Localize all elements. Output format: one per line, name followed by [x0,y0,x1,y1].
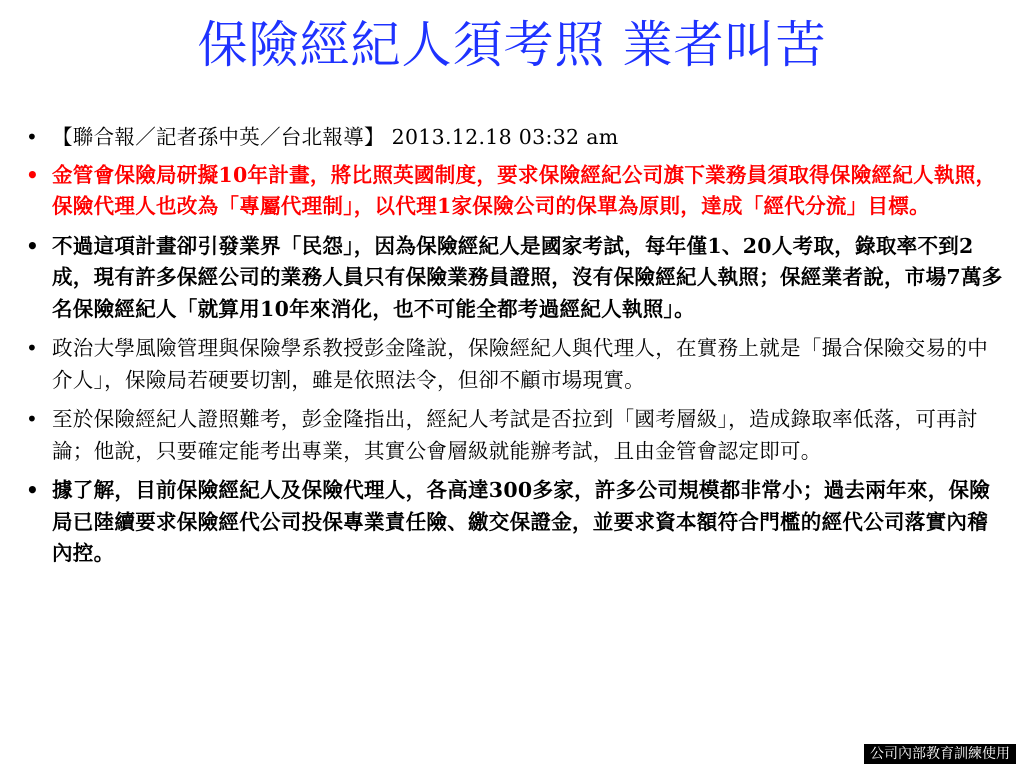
bullet-text: 【聯合報／記者孫中英／台北報導】 2013.12.18 03:32 am [52,125,619,149]
bullet-text: 金管會保險局研擬10年計畫，將比照英國制度，要求保險經紀公司旗下業務員須取得保險經紀人執照，保險代理人也改為「專屬代理制」，以代理1家保險公司的保單為原則，達成「經代分流」目標。 [52,162,997,218]
bullet-dot-icon: • [26,233,40,258]
bullet-market-status [26,475,1004,570]
bullet-professor-comment [26,333,1004,396]
bullet-text: 政治大學風險管理與保險學系教授彭金隆說，保險經紀人與代理人，在實務上就是「撮合保險交易的中介人」，保險局若硬要切割，雖是依照法令，但卻不顧市場現實。 [52,336,988,392]
bullet-text: 至於保險經紀人證照難考，彭金隆指出，經紀人考試是否拉到「國考層級」，造成錄取率低落，可再討論；他說，只要確定能考出專業，其實公會層級就能辦考試，且由金管會認定即可。 [52,407,978,463]
bullet-source-line [26,122,1004,154]
slide-title: 保險經紀人須考照 業者叫苦 [197,16,827,74]
bullet-dot-icon: • [26,478,40,502]
bullet-dot-icon: • [26,407,39,431]
internal-use-badge: 公司內部教育訓練使用 [864,744,1016,764]
bullet-text: 不過這項計畫卻引發業界「民怨」，因為保險經紀人是國家考試，每年僅1、20人考取，錄取率不到2成，現有許多保經公司的業務人員只有保險業務員證照，沒有保險經紀人執照；保經業者說，市場7萬多名保險經紀人「就算用10年來消化，也不可能全都考過經紀人執照」。 [52,233,1003,321]
bullet-plan-highlight [26,160,1004,223]
bullet-industry-complaint [26,231,1004,326]
bullet-dot-icon: • [26,125,39,149]
bullet-text: 據了解，目前保險經紀人及保險代理人，各高達300多家，許多公司規模都非常小；過去兩年來，保險局已陸續要求保險經代公司投保專業責任險、繳交保證金，並要求資本額符合門檻的經代公司落實內稽內控。 [52,478,991,565]
bullet-list [26,122,1004,578]
bullet-dot-icon: • [26,162,40,187]
bullet-exam-difficulty [26,404,1004,467]
bullet-dot-icon: • [26,336,39,360]
